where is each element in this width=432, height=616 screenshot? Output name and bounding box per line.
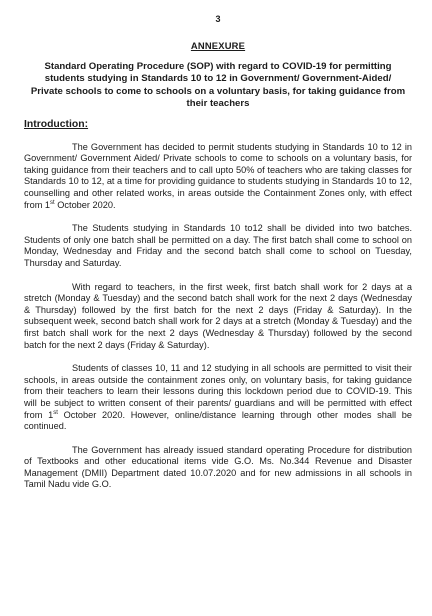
annexure-heading: ANNEXURE — [190, 40, 246, 51]
paragraph-1-ordinal: st — [50, 199, 55, 206]
paragraph-5: The Government has already issued standard operating Procedure for distribution of Textbooks and other educational items vide G.O. Ms. No.344 Revenue and Disaster Management (DMII) Department dated 10.07.2020 and for new admissions in all schools in Tamil Nadu vide G.O. — [24, 444, 412, 490]
paragraph-1-text: The Government has decided to permit students studying in Standards 10 to 12 in Government/ Government Aided/ Private schools to come to schools on a voluntary basis, for taking guidance from their teachers and to call upto 50% of teachers who are taking classes for Standards 10 to 12, at a time for providing guidance to students studying in Standards 10 to 12, counselling and other related works, in areas outside the Containment Zones only, with effect from 1 — [24, 141, 412, 210]
paragraph-2: The Students studying in Standards 10 to12 shall be divided into two batches. Students of only one batch shall be permitted on a day. The first batch shall come to school on Monday, Wednesday and Friday and the second batch shall come to school on Tuesday, Thursday and Saturday. — [24, 223, 412, 268]
page-number: 3 — [215, 14, 221, 24]
paragraph-1-text-end: October 2020. — [54, 199, 116, 210]
paragraph-1 — [24, 142, 412, 212]
document-title: Standard Operating Procedure (SOP) with regard to COVID-19 for permitting students studying in Standards 10 to 12 in Government/ Government-Aided/ Private schools to come to schools on a voluntary basis, for taking guidance from their teachers — [30, 61, 406, 110]
paragraph-4-text: Students of classes 10, 11 and 12 studying in all schools are permitted to visit their schools, in areas outside the containment zones only, on voluntary basis, for taking guidance from their teachers to learn their lessons during this lockdown period due to COVID-19. This will be subject to written consent of their parents/ guardians and will be permitted with effect from 1 — [24, 363, 412, 420]
paragraph-4-text-end: October 2020. However, online/distance learning through other modes shall be continued. — [24, 409, 412, 432]
paragraph-4 — [24, 363, 412, 433]
section-title-introduction: Introduction: — [24, 118, 89, 130]
paragraph-3: With regard to teachers, in the first week, first batch shall work for 2 days at a stretch (Monday & Tuesday) and the second batch shall work for the next 2 days (Wednesday & Thursday) followed by the first batch for the next 2 days (Friday & Saturday). In the subsequent week, second batch shall work for 2 days at a stretch (Monday & Tuesday) and the first batch shall work for the next 2 days (Wednesday & Thursday) followed by the second batch for the next 2 days (Friday & Saturday). — [24, 281, 412, 350]
paragraph-4-ordinal: st — [53, 409, 58, 416]
